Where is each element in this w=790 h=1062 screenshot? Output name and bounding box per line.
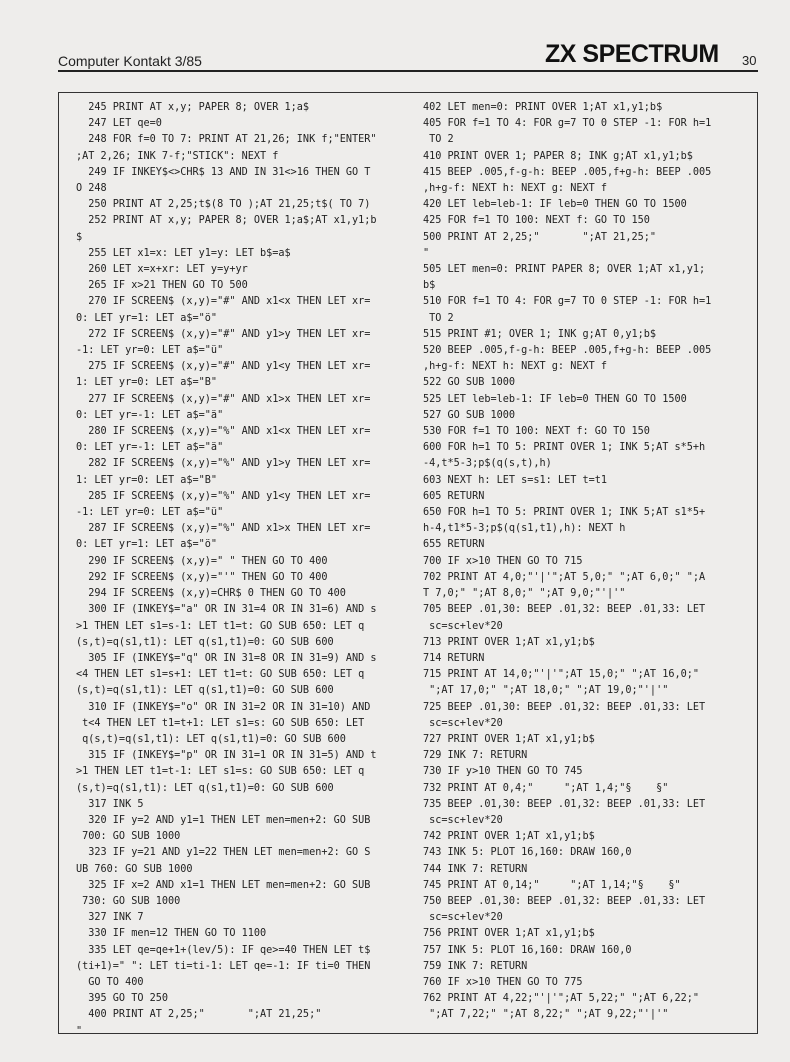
code-line: T 7,0;" ";AT 8,0;" ";AT 9,0;"'|'" <box>423 588 626 600</box>
code-line: 742 PRINT OVER 1;AT x1,y1;b$ <box>423 831 595 843</box>
code-line: sc=sc+lev*20 <box>423 620 503 632</box>
page-number: 30 <box>742 53 757 68</box>
code-line: 330 IF men=12 THEN GO TO 1100 <box>76 928 267 940</box>
code-line: 270 IF SCREEN$ (x,y)="#" AND x1<x THEN LET xr= <box>76 296 371 308</box>
code-line: 405 FOR f=1 TO 4: FOR g=7 TO 0 STEP -1: FOR h=1 <box>423 118 712 130</box>
code-line: 730 IF y>10 THEN GO TO 745 <box>423 766 583 778</box>
code-line: 760 IF x>10 THEN GO TO 775 <box>423 976 583 988</box>
code-line: 650 FOR h=1 TO 5: PRINT OVER 1; INK 5;AT s1*5+ <box>423 507 706 519</box>
code-line: sc=sc+lev*20 <box>423 717 503 729</box>
code-line: sc=sc+lev*20 <box>423 814 503 826</box>
code-line: ";AT 7,22;" ";AT 8,22;" ";AT 9,22;"'|'" <box>423 1009 669 1021</box>
listing-column-left <box>76 100 377 1040</box>
code-line: 285 IF SCREEN$ (x,y)="%" AND y1<y THEN LET xr= <box>76 490 371 502</box>
code-line: 0: LET yr=1: LET a$="ö" <box>76 312 218 324</box>
code-line: 252 PRINT AT x,y; PAPER 8; OVER 1;a$;AT x1,y1;b <box>76 215 377 227</box>
section-title: ZX SPECTRUM <box>545 40 719 68</box>
code-line: ,h+g-f: NEXT h: NEXT g: NEXT f <box>423 361 608 373</box>
code-line: 655 RETURN <box>423 539 485 551</box>
code-line: 700 IF x>10 THEN GO TO 715 <box>423 555 583 567</box>
listing-column-right <box>423 100 753 1024</box>
code-line: 415 BEEP .005,f-g-h: BEEP .005,f+g-h: BEEP .005 <box>423 166 712 178</box>
code-line: 400 PRINT AT 2,25;" ";AT 21,25;" <box>76 1009 322 1021</box>
code-line: 247 LET qe=0 <box>76 118 162 130</box>
code-line: 727 PRINT OVER 1;AT x1,y1;b$ <box>423 733 595 745</box>
code-line: 757 INK 5: PLOT 16,160: DRAW 160,0 <box>423 944 632 956</box>
code-line: 605 RETURN <box>423 490 485 502</box>
code-line: 700: GO SUB 1000 <box>76 831 181 843</box>
code-line: 0: LET yr=-1: LET a$="ä" <box>76 409 224 421</box>
code-line: TO 2 <box>423 134 454 146</box>
code-line: 265 IF x>21 THEN GO TO 500 <box>76 280 248 292</box>
code-line: 530 FOR f=1 TO 100: NEXT f: GO TO 150 <box>423 426 650 438</box>
code-line: GO TO 400 <box>76 976 144 988</box>
code-line: 320 IF y=2 AND y1=1 THEN LET men=men+2: GO SUB <box>76 814 371 826</box>
code-line: 282 IF SCREEN$ (x,y)="%" AND y1>y THEN LET xr= <box>76 458 371 470</box>
code-line: 743 INK 5: PLOT 16,160: DRAW 160,0 <box>423 847 632 859</box>
code-line: 402 LET men=0: PRINT OVER 1;AT x1,y1;b$ <box>423 102 663 113</box>
code-line: 420 LET leb=leb-1: IF leb=0 THEN GO TO 1500 <box>423 199 687 211</box>
code-line: 603 NEXT h: LET s=s1: LET t=t1 <box>423 474 608 486</box>
code-line: 1: LET yr=0: LET a$="B" <box>76 474 218 486</box>
code-line: ";AT 17,0;" ";AT 18,0;" ";AT 19,0;"'|'" <box>423 685 669 697</box>
code-line: 715 PRINT AT 14,0;"'|'";AT 15,0;" ";AT 16,0;" <box>423 669 700 681</box>
code-line: sc=sc+lev*20 <box>423 912 503 924</box>
code-line: 713 PRINT OVER 1;AT x1,y1;b$ <box>423 636 595 648</box>
code-line: b$ <box>423 280 436 292</box>
code-line: 287 IF SCREEN$ (x,y)="%" AND x1>x THEN LET xr= <box>76 523 371 535</box>
code-line: UB 760: GO SUB 1000 <box>76 863 193 875</box>
magazine-issue: Computer Kontakt 3/85 <box>58 53 202 69</box>
code-line: " <box>76 1025 83 1037</box>
code-line: $ <box>76 231 83 243</box>
code-line: " <box>423 247 430 259</box>
code-line: 315 IF (INKEY$="p" OR IN 31=1 OR IN 31=5) AND t <box>76 750 377 762</box>
code-line: 735 BEEP .01,30: BEEP .01,32: BEEP .01,33: LET <box>423 798 706 810</box>
code-line: 729 INK 7: RETURN <box>423 750 528 762</box>
code-line: 294 IF SCREEN$ (x,y)=CHR$ 0 THEN GO TO 400 <box>76 588 346 600</box>
code-line: 0: LET yr=-1: LET a$="ä" <box>76 442 224 454</box>
code-line: 249 IF INKEY$<>CHR$ 13 AND IN 31<>16 THEN GO T <box>76 166 371 178</box>
code-line: h-4,t1*5-3;p$(q(s1,t1),h): NEXT h <box>423 523 626 535</box>
code-line: 515 PRINT #1; OVER 1; INK g;AT 0,y1;b$ <box>423 328 657 340</box>
code-line: 730: GO SUB 1000 <box>76 895 181 907</box>
code-line: 1: LET yr=0: LET a$="B" <box>76 377 218 389</box>
code-line: 250 PRINT AT 2,25;t$(8 TO );AT 21,25;t$( TO 7) <box>76 199 371 211</box>
code-line: 744 INK 7: RETURN <box>423 863 528 875</box>
code-line: 292 IF SCREEN$ (x,y)="'" THEN GO TO 400 <box>76 571 328 583</box>
code-line: >1 THEN LET t1=t-1: LET s1=s: GO SUB 650: LET q <box>76 766 365 778</box>
code-line: q(s,t)=q(s1,t1): LET q(s1,t1)=0: GO SUB 600 <box>76 733 346 745</box>
page-header <box>0 0 790 75</box>
code-line: 522 GO SUB 1000 <box>423 377 516 389</box>
code-line: 745 PRINT AT 0,14;" ";AT 1,14;"§ §" <box>423 879 681 891</box>
code-line: 335 LET qe=qe+1+(lev/5): IF qe>=40 THEN LET t$ <box>76 944 371 956</box>
code-line: 732 PRINT AT 0,4;" ";AT 1,4;"§ §" <box>423 782 669 794</box>
code-line: (s,t)=q(s1,t1): LET q(s1,t1)=0: GO SUB 600 <box>76 782 334 794</box>
code-line: 705 BEEP .01,30: BEEP .01,32: BEEP .01,33: LET <box>423 604 706 616</box>
code-line: 260 LET x=x+xr: LET y=y+yr <box>76 264 248 276</box>
code-line: 750 BEEP .01,30: BEEP .01,32: BEEP .01,33: LET <box>423 895 706 907</box>
code-line: 762 PRINT AT 4,22;"'|'";AT 5,22;" ";AT 6,22;" <box>423 993 700 1005</box>
code-line: 317 INK 5 <box>76 798 144 810</box>
code-line: 520 BEEP .005,f-g-h: BEEP .005,f+g-h: BEEP .005 <box>423 345 712 357</box>
code-line: 500 PRINT AT 2,25;" ";AT 21,25;" <box>423 231 657 243</box>
code-line: t<4 THEN LET t1=t+1: LET s1=s: GO SUB 650: LET <box>76 717 365 729</box>
code-line: 277 IF SCREEN$ (x,y)="#" AND x1>x THEN LET xr= <box>76 393 371 405</box>
code-line: 327 INK 7 <box>76 912 144 924</box>
code-line: ;AT 2,26; INK 7-f;"STICK": NEXT f <box>76 150 279 162</box>
code-line: 248 FOR f=0 TO 7: PRINT AT 21,26; INK f;"ENTER" <box>76 134 377 146</box>
code-line: (s,t)=q(s1,t1): LET q(s1,t1)=0: GO SUB 600 <box>76 636 334 648</box>
code-line: 505 LET men=0: PRINT PAPER 8; OVER 1;AT x1,y1; <box>423 264 706 276</box>
code-line: TO 2 <box>423 312 454 324</box>
code-line: 756 PRINT OVER 1;AT x1,y1;b$ <box>423 928 595 940</box>
code-line: 280 IF SCREEN$ (x,y)="%" AND x1<x THEN LET xr= <box>76 426 371 438</box>
code-line: 725 BEEP .01,30: BEEP .01,32: BEEP .01,33: LET <box>423 701 706 713</box>
code-line: >1 THEN LET s1=s-1: LET t1=t: GO SUB 650: LET q <box>76 620 365 632</box>
code-line: 410 PRINT OVER 1; PAPER 8; INK g;AT x1,y1;b$ <box>423 150 693 162</box>
code-line: 323 IF y=21 AND y1=22 THEN LET men=men+2: GO S <box>76 847 371 859</box>
code-line: -1: LET yr=0: LET a$="ü" <box>76 345 224 357</box>
header-rule <box>58 70 758 72</box>
code-line: 325 IF x=2 AND x1=1 THEN LET men=men+2: GO SUB <box>76 879 371 891</box>
code-line: 305 IF (INKEY$="q" OR IN 31=8 OR IN 31=9) AND s <box>76 652 377 664</box>
code-line: 0: LET yr=1: LET a$="ö" <box>76 539 218 551</box>
code-line: 272 IF SCREEN$ (x,y)="#" AND y1>y THEN LET xr= <box>76 328 371 340</box>
code-line: <4 THEN LET s1=s+1: LET t1=t: GO SUB 650: LET q <box>76 669 365 681</box>
code-line: 245 PRINT AT x,y; PAPER 8; OVER 1;a$ <box>76 102 310 113</box>
code-line: 255 LET x1=x: LET y1=y: LET b$=a$ <box>76 247 291 259</box>
code-line: 290 IF SCREEN$ (x,y)=" " THEN GO TO 400 <box>76 555 328 567</box>
code-line: -1: LET yr=0: LET a$="ü" <box>76 507 224 519</box>
code-line: 275 IF SCREEN$ (x,y)="#" AND y1<y THEN LET xr= <box>76 361 371 373</box>
code-line: 702 PRINT AT 4,0;"'|'";AT 5,0;" ";AT 6,0;" ";A <box>423 571 706 583</box>
code-line: (ti+1)=" ": LET ti=ti-1: LET qe=-1: IF ti=0 THEN <box>76 960 371 972</box>
code-line: 510 FOR f=1 TO 4: FOR g=7 TO 0 STEP -1: FOR h=1 <box>423 296 712 308</box>
code-line: O 248 <box>76 183 107 195</box>
code-line: 300 IF (INKEY$="a" OR IN 31=4 OR IN 31=6) AND s <box>76 604 377 616</box>
code-line: 525 LET leb=leb-1: IF leb=0 THEN GO TO 1500 <box>423 393 687 405</box>
code-line: 310 IF (INKEY$="o" OR IN 31=2 OR IN 31=10) AND <box>76 701 371 713</box>
code-line: 714 RETURN <box>423 652 485 664</box>
code-line: (s,t)=q(s1,t1): LET q(s1,t1)=0: GO SUB 600 <box>76 685 334 697</box>
code-line: -4,t*5-3;p$(q(s,t),h) <box>423 458 552 470</box>
code-line: 425 FOR f=1 TO 100: NEXT f: GO TO 150 <box>423 215 650 227</box>
code-line: 600 FOR h=1 TO 5: PRINT OVER 1; INK 5;AT s*5+h <box>423 442 706 454</box>
code-line: 395 GO TO 250 <box>76 993 169 1005</box>
code-line: 759 INK 7: RETURN <box>423 960 528 972</box>
code-line: ,h+g-f: NEXT h: NEXT g: NEXT f <box>423 183 608 195</box>
code-line: 527 GO SUB 1000 <box>423 409 516 421</box>
